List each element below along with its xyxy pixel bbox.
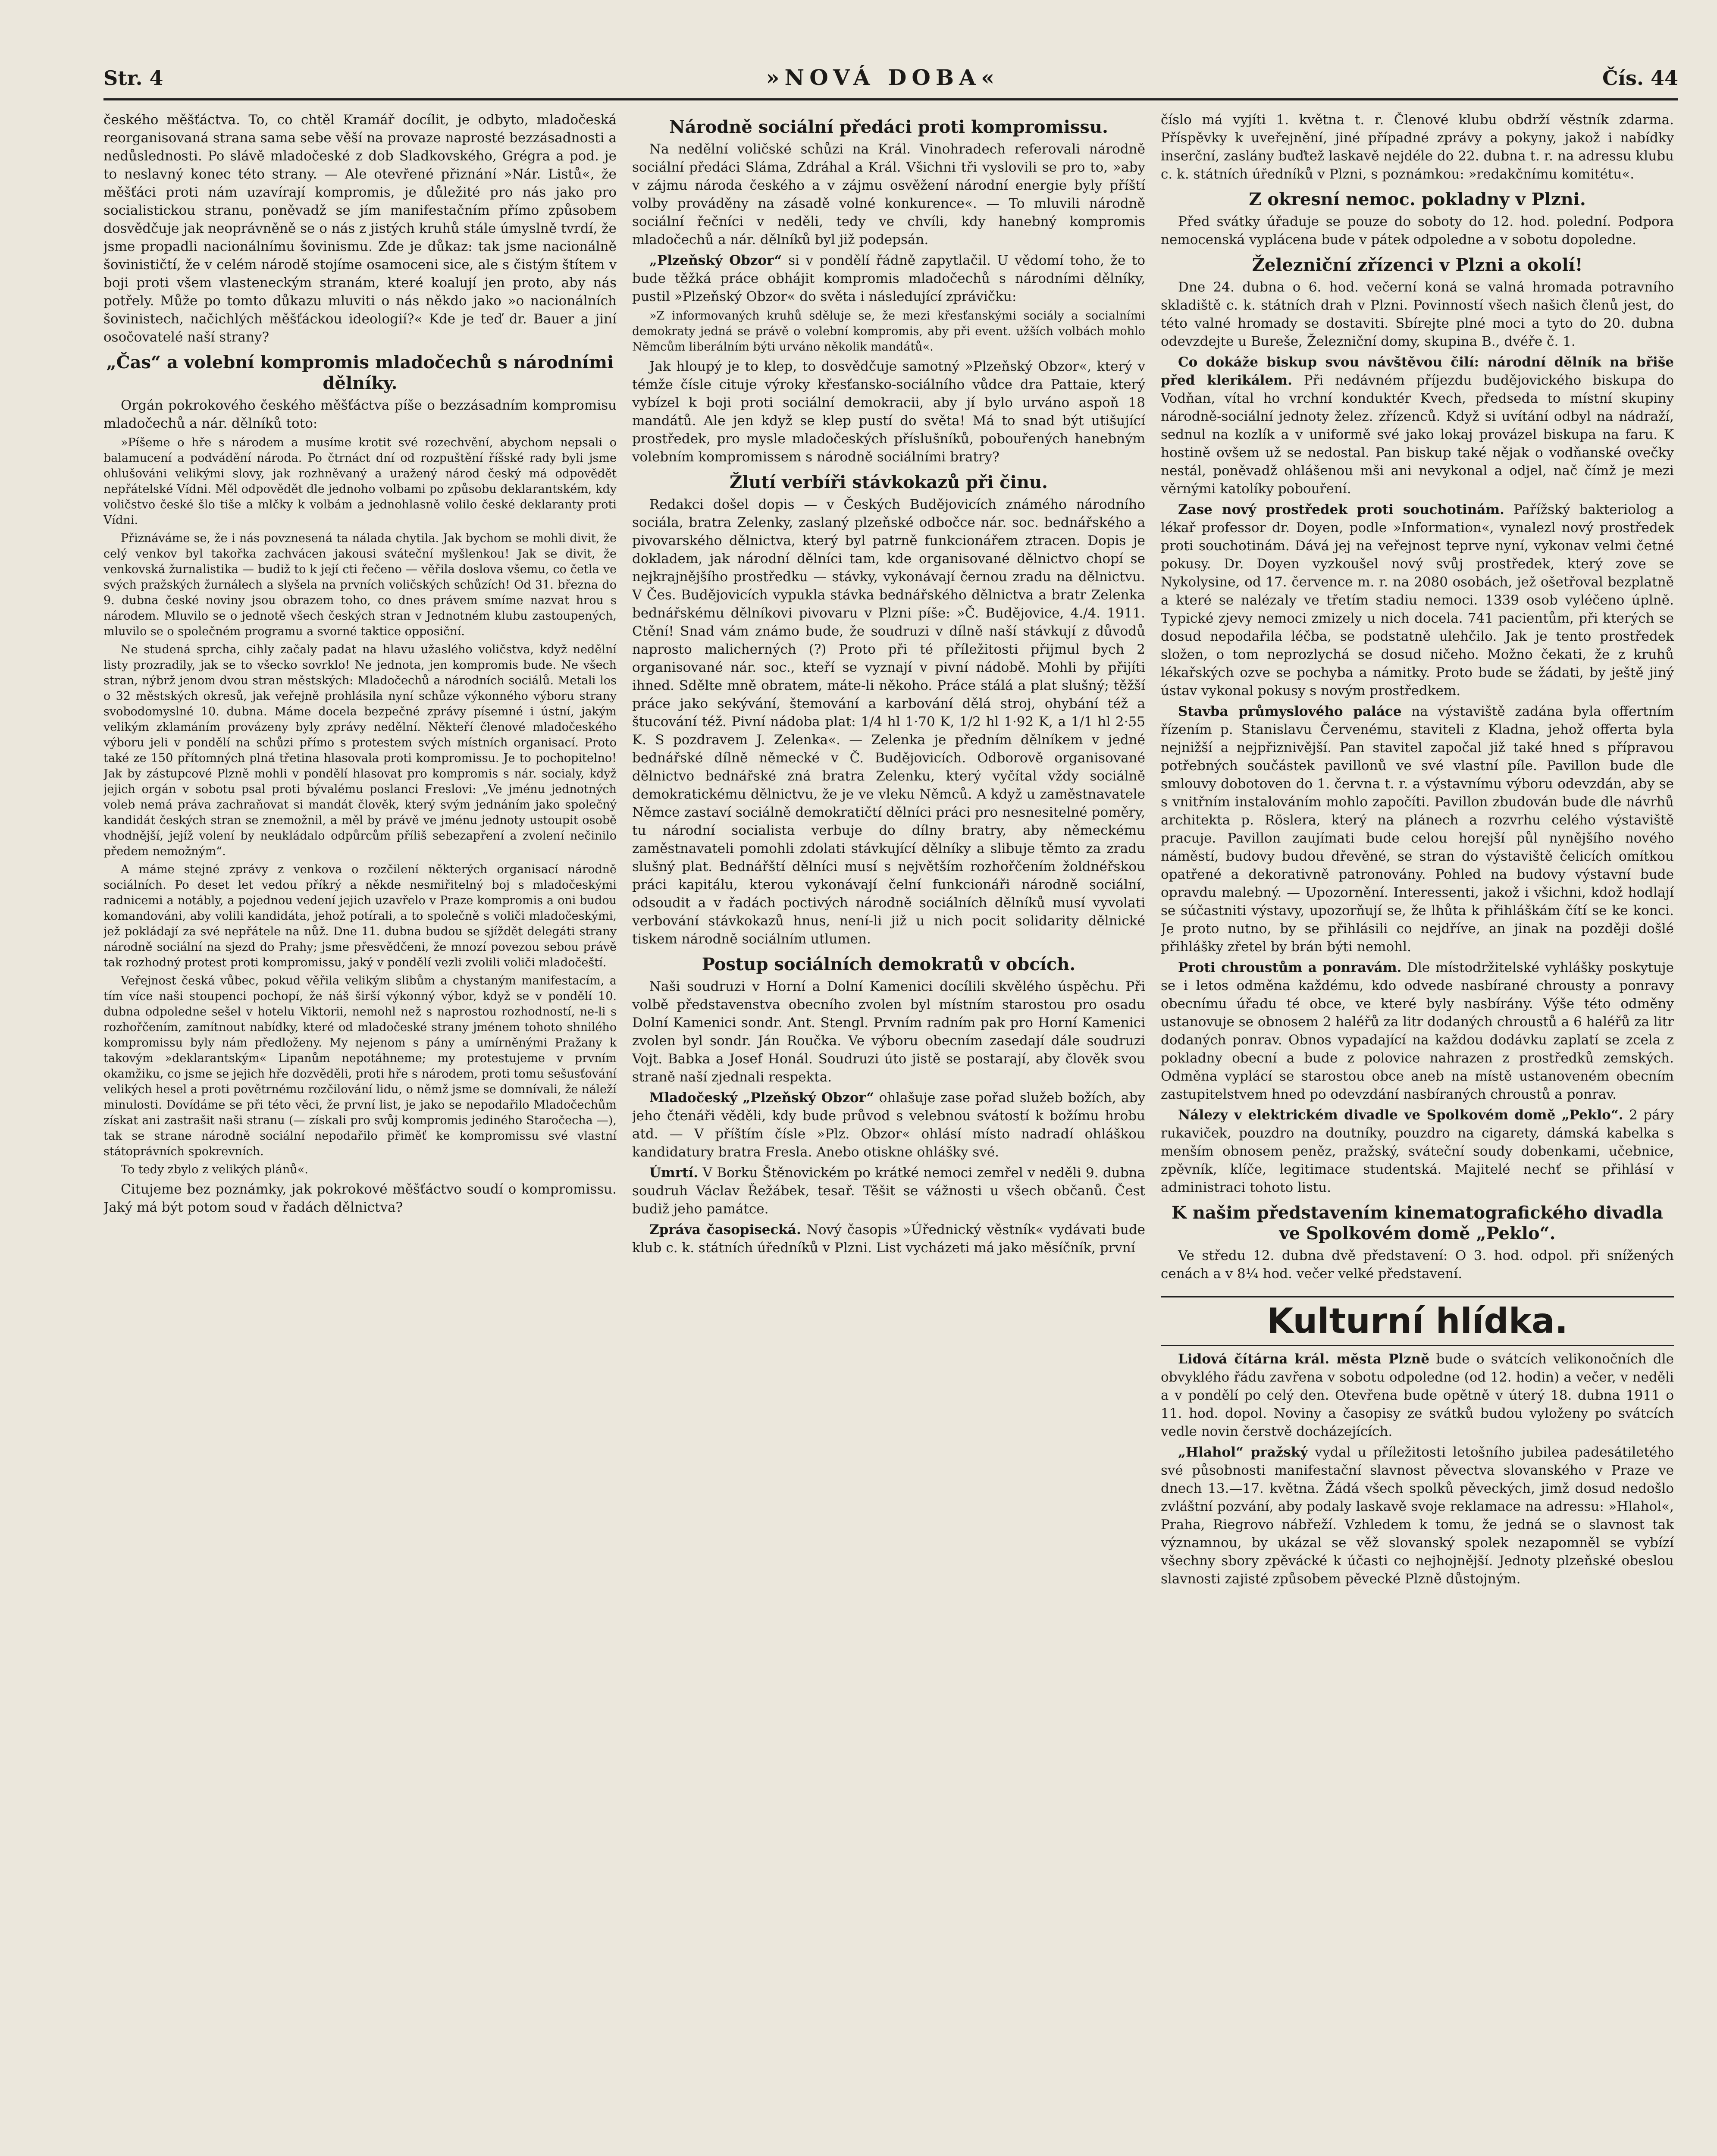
quote-paragraph: A máme stejné zprávy z venkova o rozčilení některých organisací národně sociálních. Po deset let vedou příkrý a někde nesmiřitelný boj s mladočeskými radnicemi a notábly, a pojednou vedení jejich uzavřelo v Praze kompromis a oni budou komandováni, aby volili kandidáta, jehož potírali, a to společně s voliči mladočeskými, jež pokládají za své nepřátele na nůž. Dne 11. dubna budou se sjíždět delegáti strany národně sociální na sjezd do Prahy; jsme přesvědčeni, že mnozí povezou sebou právě tak rozhodný protest proti kompromissu, jaký v pondělí vezli zvolili voliči mladočeští. <box>103 863 617 969</box>
article-paragraph: Před svátky úřaduje se pouze do soboty do 12. hod. polední. Podpora nemocenská vyplácena bude v pátek odpoledne a v sobotu dopoledne. <box>1161 214 1674 248</box>
masthead-rule <box>103 98 1678 100</box>
inline-headline: Zase nový prostředek proti souchotinám. <box>1178 502 1504 517</box>
headline-predaci: Národně sociální předáci proti kompromissu. <box>669 117 1108 137</box>
inline-headline: Nálezy v elektrickém divadle ve Spolkovém domě „Peklo“. <box>1178 1107 1623 1123</box>
headline-cas-kompromis: „Čas“ a volební kompromis mladočechů s národními dělníky. <box>106 352 614 393</box>
quote-paragraph: »Píšeme o hře s národem a musíme krotit své rozechvění, abychom nepsali o balamucení a podvádění národa. Po čtrnáct dní od rozpuštění říšské rady byli jsme ohlušováni velikými slovy, jak rozhněvaný a uražený národ český má odpovědět nepřátelské Vídni. Měl odpovědět dle jednoho volbami po způsobu deklarantském, kdy voličstvo české šlo tiše a mlčky k volbám a jednohlasně volilo české deklaranty proti Vídni. <box>103 436 617 527</box>
quote-paragraph: To tedy zbylo z velikých plánů«. <box>121 1163 308 1176</box>
inline-headline: Co dokáže biskup svou návštěvou čilí: národní dělník na břiše před klerikálem. <box>1161 354 1674 388</box>
inline-headline: Proti chroustům a ponravám. <box>1178 960 1402 975</box>
article-text: Při nedávném příjezdu budějovického biskupa do Vodňan, vítal ho vrchní konduktér Kvech, předseda to místní skupiny národně-sociální jednoty želez. zřízenců. Když si uvítání odbyl na nádraží, sednul na kozlík a v uniformě své jako lokaj provázel biskupa na faru. K hostině ovšem už se nedostal. Pan biskup také nějak o vodňanské ovečky nestál, poněvadž ohlášenou mši ani nevykonal a odjel, nač čímž je mezi věrnými katolíky pobouření. <box>1161 373 1674 497</box>
inline-headline: Mladočeský „Plzeňský Obzor“ <box>649 1090 874 1106</box>
article-text: bude o svátcích velikonočních dle obvyklého řádu zavřena v sobotu odpoledne (od 12. hodin) a večer, v neděli a v pondělí po celý den. Otevřena bude opětně v úterý 18. dubna 1911 o 11. hod. dopol. Noviny a časopisy ze svátků budou vyloženy po svátcích vedle novin čerstvě docházejících. <box>1161 1351 1674 1439</box>
column-1 <box>103 111 617 2156</box>
inline-headline: Lidová čítárna král. města Plzně <box>1178 1351 1430 1367</box>
article-text: V Borku Štěnovickém po krátké nemoci zemřel v neděli 9. dubna soudruh Václav Řežábek, tesař. Těšit se vážnosti u všech občanů. Čest budiž jeho památce. <box>632 1165 1145 1217</box>
headline-zrizenci: Železniční zřízenci v Plzni a okolí! <box>1252 255 1583 275</box>
article-paragraph: českého měšťáctva. To, co chtěl Kramář docílit, je odbyto, mladočeská reorganisovaná strana sama sebe věší na provaze naprosté bezzásadnosti a nedůslednosti. Po slávě mladočeské z dob Sladkovského, Grégra a pod. je to neslavný konec této strany. — Ale otevřené přiznání »Nár. Listů«, že měšťáci proti nám uzavírají kompromis, je důležité pro nás jako pro socialistickou stranu, poněvadž se jím manifestačním přímo způsobem dosvědčuje jak neoprávněně se o nás z jistých kruhů stále úmyslně tvrdí, že jsme propadli nacionálnímu šovinismu. Zde je důkaz: tak jsme nacionálně šovinističtí, že v celém národě stojíme osamoceni sice, ale s čistým štítem v boji proti všem vlasteneckým stranám, které koalují jen proto, aby nás potřely. Může po tomto důkazu mluviti o nás někdo jako »o nacionálních šovinistech, načichlých měšťáckou ideologií?« Kde je teď dr. Bauer a jiní osočovatelé naší strany? <box>103 112 617 345</box>
article-paragraph: Citujeme bez poznámky, jak pokrokové měšťáctvo soudí o kompromissu. Jaký má být potom soud v řadách dělnictva? <box>103 1181 617 1215</box>
article-text: ohlašuje zase pořad služeb božích, aby jeho čtenáři věděli, kdy bude průvod s velebnou svátostí k božímu hrobu atd. — V příštím čísle »Plz. Obzor« ohlásí místo nadradí ohláškou kandidatury bratra Fresla. Anebo otiskne ohlášky své. <box>632 1090 1145 1160</box>
columns <box>103 111 1678 2156</box>
article-text: vydal u příležitosti letošního jubilea padesátiletého své působnosti manifestační slavnost pěvectva slovanského v Praze ve dnech 13.—17. května. Žádá všech spolků pěveckých, jimž dosud nedošlo zvláštní pozvání, aby podaly laskavě svoje reklamace na adressu: »Hlahol«, Praha, Riegrovo nábřeží. Vzhledem k tomu, že jedná se o slavnost tak významnou, by ukázal se věž slovanský spolek nezapomněl se vybízí všechny sbory zpěvácké k účasti co nejhojnější. Jednoty plzeňské obeslou slavnosti zajisté způsobem pěvecké Plzně důstojným. <box>1161 1445 1674 1587</box>
issue-number: Čís. 44 <box>1602 66 1678 90</box>
quote-paragraph: Přiznáváme se, že i nás povznesená ta nálada chytila. Jak bychom se mohli divit, že celý venkov byl takořka zachvácen jakousi sváteční myšlenkou! Jak se divit, že venkovská žurnalistika — budiž to k její cti řečeno — věřila doslova všemu, co četla ve svých pražských žurnálech a slyšela na prvních voličských schůzích! Od 31. března do 9. dubna české noviny jsou obrazem toho, co dnes právem smíme nazvat hrou s národem. Mluvilo se o jednotě všech českých stran v Jednotném klubu zastoupených, mluvilo se o společném programu a svorné taktice opposiční. <box>103 532 617 638</box>
quote-paragraph: Ne studená sprcha, cihly začaly padat na hlavu užaslého voličstva, když nedělní listy prozradily, jak se to všecko sovrklo! Ne jednota, jen kompromis bude. Ne všech stran, nýbrž jenom dvou stran městských: Mladočechů a národních sociálů. Metali los o 32 městských okresů, jak veřejně prohlásila nyní schůze výkonného výboru strany svobodomyslné 10. dubna. Máme docela bezpečné zprávy písemné i ústní, jakým velikým zklamáním provázeny byly zprávy nedělní. Někteří členové mladočeského výboru jeli v pondělí na schůzi přímo s protestem svých místních organisací. Proto také ze 150 přítomných plná třetina hlasovala proti kompromissu. Je to pochopitelno! Jak by zástupcové Plzně mohli v pondělí hlasovat pro kompromis s nár. socialy, když jejich orgán v sobotu psal proti bývalému poslanci Freslovi: „Ve jménu jednotných voleb nemá práva zachraňovat si mandát člověk, který svým jednáním jako společný kandidát českých stran se znemožnil, a měl by právě ve jménu jednoty ustoupit osobě vhodnější, jejíž volení by neukládalo odpůrcům příliš sebezapření a zvolení nečinilo předem nemožným“. <box>103 643 617 858</box>
headline-postup: Postup sociálních demokratů v obcích. <box>702 954 1076 975</box>
headline-pokladna: Z okresní nemoc. pokladny v Plzni. <box>1249 189 1586 210</box>
inline-headline: „Plzeňský Obzor“ <box>649 253 782 268</box>
section-title-kulturni-hlidka: Kulturní hlídka. <box>1161 1296 1674 1346</box>
article-paragraph: Na nedělní voličské schůzi na Král. Vinohradech referovali národně sociální předáci Sláma, Zdráhal a Král. Všichni tři vyslovili se pro to, »aby v zájmu národa českého a v zájmu osvěžení národní energie byly příští volby prováděny na zásadě volné konkurence«. — To mluvili národně sociální řečníci v neděli, tedy ve chvíli, kdy hanebný kompromis mladočechů a nár. dělníků byl již podepsán. <box>632 141 1145 248</box>
page-number: Str. 4 <box>103 66 163 90</box>
article-paragraph: číslo má vyjíti 1. května t. r. Členové klubu obdrží věstník zdarma. Příspěvky k uveřejnění, jiné případné zprávy a pokyny, jakož i nabídky inserční, zaslány buďtež laskavě nejdéle do 22. dubna t. r. na adressu klubu c. k. státních úředníků v Plzni, s poznámkou: »redakčnímu komitétu«. <box>1161 112 1674 182</box>
article-paragraph: Ve středu 12. dubna dvě představení: O 3. hod. odpol. při snížených cenách a v 8¼ hod. večer velké představení. <box>1161 1248 1674 1282</box>
inline-headline: Zpráva časopisecká. <box>649 1222 801 1238</box>
article-paragraph: Redakci došel dopis — v Českých Budějovicích známého národního sociála, bratra Zelenky, zaslaný plzeňské odbočce nár. soc. bednářského a pivovarského dělnictva, který byl patrně funkcionářem ztracen. Dopis je dokladem, jak národní dělníci tam, kde organisované dělnictvo chopí se nejkrajnějšího prostředku — stávky, vykonávají černou zradu na dělnictvu. V Čes. Budějovicích vypukla stávka bednářského dělnictva a bratr Zelenka bednářskému dělníkovi pivovaru v Plzni píše: »Č. Budějovice, 4./4. 1911. Ctění! Snad vám známo bude, že soudruzi v dílně naší stávkují z důvodů naprosto malicherných (?) Proto při té příležitosti přijmul bych 2 organisované nár. soc., kteří se vyznají v pivní nádobě. Mohli by přijíti ihned. Sdělte mně obratem, máte-li někoho. Práce stálá a plat slušný; těžší práce jako sekývání, štemování a karbování dělá stroj, ohybání též a štucování též. Pivní nádoba plat: 1/4 hl 1·70 K, 1/2 hl 1·92 K, a 1/1 hl 2·55 K. S pozdravem J. Zelenka«. — Zelenka je předním dělníkem v jedné bednářské dílně německé v Č. Budějovicích. Odborově organisované dělnictvo bednářské zná bratra Zelenku, který vyčítal vždy sociálně demokratickému dělnictvu, že je ve vleku Němců. A když u zaměstnavatele Němce zastaví sociálně demokratičtí dělníci práci pro nesnesitelné poměry, tu národní socialista verbuje do dílny bratry, aby německému zaměstnavateli pomohli zdolati stávkující dělníky a slibuje těmto za zradu slušný plat. Bednářští dělníci musí s největším rozhořčením žoldnéřskou práci kapitálu, kterou vykonávají čelní funkcionáři národně sociální, odsoudit a v řadách poctivých národně sociálních dělníků musí vyvolati verbování stávkokazů hnus, není-li již u nich pocit solidarity dělnické tiskem národně sociálním utlumen. <box>632 497 1145 947</box>
article-text: Nový časopis »Úřednický věstník« vydávati bude klub c. k. státních úředníků v Plzni. List vycházeti má jako měsíčník, první <box>632 1222 1145 1256</box>
article-paragraph: Jak hloupý je to klep, to dosvědčuje samotný »Plzeňský Obzor«, který v témže čísle cituje výroky křesťansko-sociálního vůdce dra Pattaie, který vybízel k boji proti sociální demokracii, aby jí bylo urváno aspoň 18 mandátů. Ale jen když se klep pustí do světa! Má to snad být utišující prostředek, pro mysle mladočeských příslušníků, pobouřených hanebným volebním kompromissem s národně sociálními bratry? <box>632 359 1145 465</box>
article-paragraph: Naši soudruzi v Horní a Dolní Kamenici docílili skvělého úspěchu. Při volbě představenstva obecního zvolen byl místním starostou pro osadu Dolní Kamenici sondr. Ant. Stengl. Prvním radním pak pro Horní Kamenici zvolen byl sondr. Ján Roučka. Ve výboru obecním zasedají dále soudruzi Vojt. Babka a Josef Honál. Soudruzi úto jistě se postarají, aby člověk svou straně naší zjednali respekta. <box>632 979 1145 1085</box>
article-text: Pařížský bakteriolog a lékař professor dr. Doyen, podle »Information«, vynalezl nový prostředek proti souchotinám. Dává jej na veřejnost teprve nyní, vykonav velmi četné pokusy. Dr. Doyen vyzkoušel nový svůj prostředek, který zove se Nykolysine, od 17. července m. r. na 2080 osobách, jež ošetřoval bezplatně a které se nalézaly ve třetím stadiu nemoci. 1339 osob vyléčeno úplně. Typické zjevy nemoci zmizely u nich docela. 741 pacientům, při kterých se dosud nepodařila léčba, se podstatně ulehčilo. Jak je tento prostředek složen, o tom neprozlychá se dosud ničeho. Možno čekati, že z kruhů lékařských ozve se pochyba a námitky. Proto bude se žádati, by ještě jiný ústav vykonal pokusy s novým prostředkem. <box>1161 502 1674 699</box>
article-text: Dle místodržitelské vyhlášky poskytuje se i letos odměna každému, kdo odvede nasbírané chrousty a ponravy obecnímu úřadu té obce, ve které byly nasbírány. Výše této odměny ustanovuje se obnosem 2 haléřů za litr dodaných chroustů a 6 haléřů za litr dodaných ponrav. Obnos vypadající na každou dodávku zaplatí se zcela z pokladny obecní a bude z polovice nahrazen z prostředků zemských. Odměna vyplácí se starostou obce aneb na místě ustanoveném obecním zastupitelstvem hned po odevzdání nasbíraných chroustů a ponrav. <box>1161 960 1674 1102</box>
inline-headline: Úmrtí. <box>649 1165 699 1181</box>
headline-kino: K našim představením kinematografického divadla ve Spolkovém domě „Peklo“. <box>1172 1203 1663 1244</box>
article-text: na výstaviště zadána byla offertním řízením p. Stanislavu Červenému, staviteli z Kladna, jehož offerta byla nejnižší a nejpřiznivější. Pan stavitel započal již také hned s přípravou potřebných součástek pavillonů ve své vlastní píle. Pavillon bude dle smlouvy dobotoven do 1. června t. r. a výstavnímu výboru odevzdán, aby se s vnitřním instalováním mohlo započíti. Pavillon zbudován bude dle návrhů architekta p. Röslera, který na plánech a rozvrhu celého výstaviště pracuje. Pavillon zaujímati bude celou horejší půl nynějšího nového náměstí, budovy budou dřevěné, se stran do výstaviště čelicích omítkou opatřené a dekorativně patronovány. Pohled na budovy výstavní bude opravdu malebný. — Upozornění. Interessenti, jakož i všichni, kdož hodlají se súčastniti výstavy, upozorňují se, že lhůta k přihláškám čítí se ke konci. Je proto nutno, by se přihlásili co nejdříve, an jinak na později došlé přihlášky zřetel by brán býti nemohl. <box>1161 704 1674 955</box>
headline-verbiri: Žlutí verbíři stávkokazů při činu. <box>730 472 1048 492</box>
article-text: 2 páry rukaviček, pouzdro na doutníky, pouzdro na cigarety, dámská kabelka s menším obnosem peněz, pražský, sváteční soudy dobenkami, učebnice, zpěvník, klíče, legitimace studentská. Majitelé nechť se přihlásí v administraci tohoto listu. <box>1161 1107 1674 1195</box>
quote-paragraph: Veřejnost česká vůbec, pokud věřila velikým slibům a chystaným manifestacím, a tím více naši stoupenci pochopí, že náš širší výkonný výbor, když se v pondělí 10. dubna odpoledne sešel v hotelu Viktorii, nemohl než s naprostou rozhodností, ne-li s rozhořčením, zamítnout nabídky, které od mladočeské strany jménem tohoto shnilého kompromissu byly nám předloženy. My nejenom s pány a umírněnými Pražany k takovým »deklarantským« Lipanům nepotáhneme; my protestujeme v prvním okamžiku, co jsme se jejich hře dozvěděli, proti hře s národem, proti tomu sešusťování velikých hesel a proti povětrnému rozčilování lidu, o němž jsme se domnívali, že náleží minulosti. Dovídáme se při této věci, že první list, je jako se nepodařilo Mladočechům získat ani zastrašit naši stranu (— získali pro svůj kompromis jediného Staročecha —), tak se strane národně sociální nepodařilo přiměť ke kompromissu své vlastní státoprávních spokrevních. <box>103 974 617 1158</box>
column-2 <box>632 111 1145 2156</box>
inline-headline: „Hlahol“ pražský <box>1178 1445 1308 1460</box>
inline-headline: Stavba průmyslového paláce <box>1178 704 1402 719</box>
paper-title: »NOVÁ DOBA« <box>766 65 1000 90</box>
quote-paragraph: »Z informovaných kruhů sděluje se, že mezi křesťanskými sociály a socialními demokraty jedná se právě o volební kompromis, aby při event. užších volbách mohlo Němcům liberálním býti urváno několik mandátů«. <box>632 309 1145 354</box>
article-paragraph: Orgán pokrokového českého měšťáctva píše o bezzásadním kompromisu mladočechů a nár. dělníků toto: <box>103 398 617 431</box>
column-3 <box>1161 111 1674 2156</box>
masthead <box>103 65 1678 95</box>
article-text: si v pondělí řádně zapytlačil. U vědomí toho, že to bude těžká práce obhájit kompromis mladočechů s národními dělníky, pustil »Plzeňský Obzor« do světa i následující zprávičku: <box>632 253 1145 304</box>
article-paragraph: Dne 24. dubna o 6. hod. večerní koná se valná hromada potravního skladiště c. k. státních drah v Plzni. Povinností všech našich členů jest, do této valné hromady se dostaviti. Sbírejte plné moci a tyto do 20. dubna odevzdejte u Bureše, Železniční domy, skupina B., dvéře č. 1. <box>1161 279 1674 349</box>
